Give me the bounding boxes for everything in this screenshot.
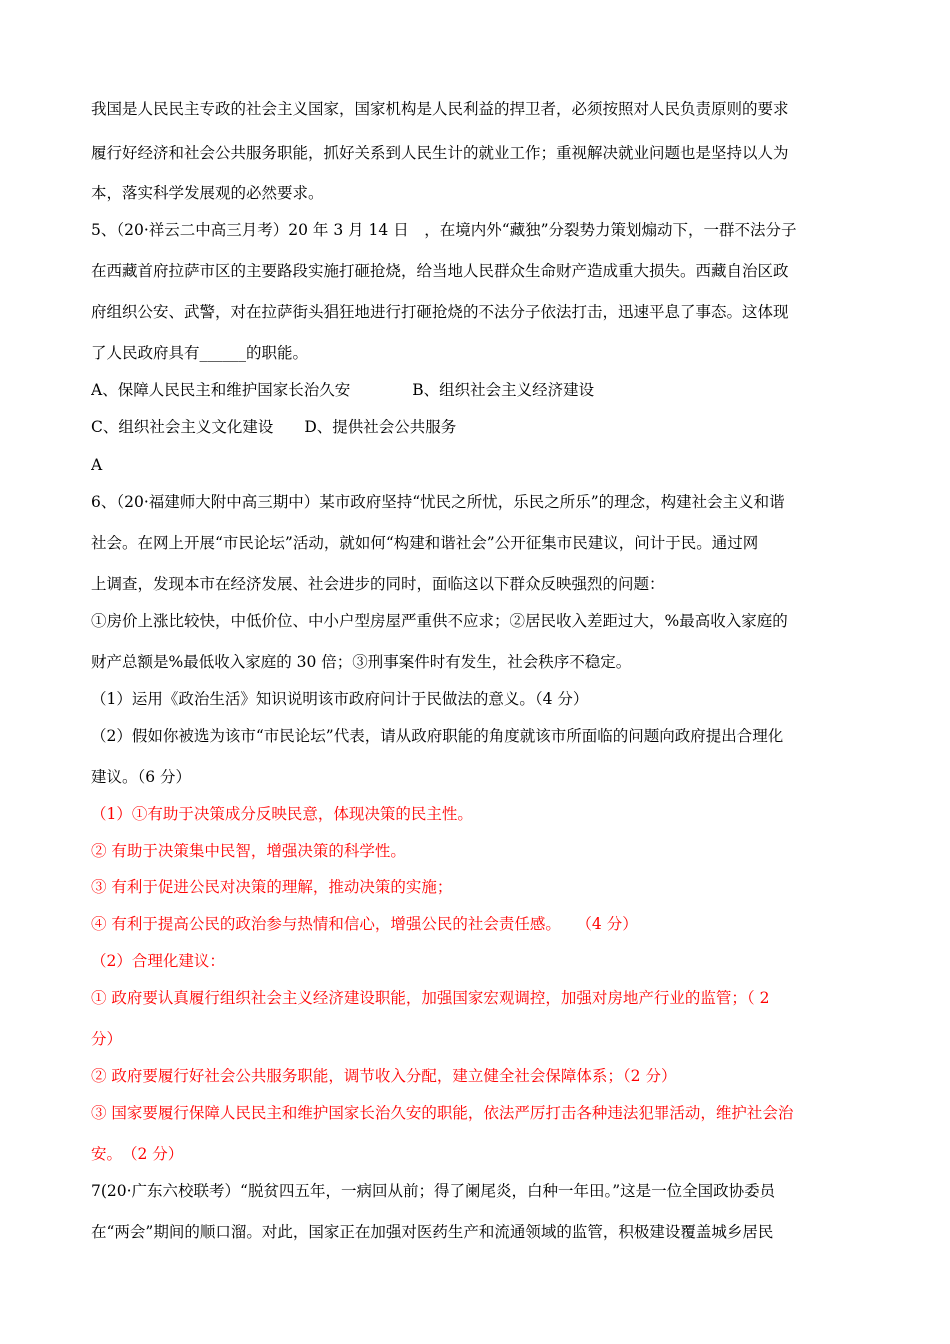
q6-answer-1-line-3: ③ 有利于促进公民对决策的理解，推动决策的实施； <box>91 878 453 896</box>
q7-line-2: 在“两会”期间的顺口溜。对此，国家正在加强对医药生产和流通领域的监管，积极建设覆盖城乡居民 <box>91 1223 774 1241</box>
q5-line-1: 5、（20·祥云二中高三月考）20 年 3 月 14 日 ，在境内外“藏独”分裂势力策划煽动下，一群不法分子 <box>91 221 797 239</box>
q6-answer-2-line-5: 安。 （2 分） <box>91 1145 184 1163</box>
q6-answer-1-line-2: ② 有助于决策集中民智，增强决策的科学性。 <box>91 842 406 860</box>
q6-line-3: 上调查，发现本市在经济发展、社会进步的同时，面临这以下群众反映强烈的问题： <box>91 575 665 593</box>
q5-line-2: 在西藏首府拉萨市区的主要路段实施打砸抢烧，给当地人民群众生命财产造成重大损失。西藏自治区政 <box>91 262 789 280</box>
q5-options-line-2: C、组织社会主义文化建设 D、提供社会公共服务 <box>91 418 457 436</box>
intro-line-3: 本，落实科学发展观的必然要求。 <box>91 184 324 202</box>
q5-answer: A <box>91 456 103 474</box>
q6-sub-question-2-line-2: 建议。（6 分） <box>91 768 192 786</box>
q6-line-5: 财产总额是%最低收入家庭的 30 倍；③刑事案件时有发生，社会秩序不稳定。 <box>91 653 632 671</box>
q6-sub-question-1: （1）运用《政治生活》知识说明该市政府问计于民做法的意义。（4 分） <box>91 690 589 708</box>
q6-answer-2-line-4: ③ 国家要履行保障人民民主和维护国家长治久安的职能，依法严厉打击各种违法犯罪活动，维护社会治 <box>91 1104 794 1122</box>
q7-line-1: 7(20·广东六校联考）“脱贫四五年，一病回从前；得了阑尾炎，白种一年田。”这是一位全国政协委员 <box>91 1182 776 1200</box>
q6-answer-2-line-3: ② 政府要履行好社会公共服务职能，调节收入分配，建立健全社会保障体系；（2 分） <box>91 1067 677 1085</box>
q5-line-3: 府组织公安、武警，对在拉萨街头猖狂地进行打砸抢烧的不法分子依法打击，迅速平息了事态。这体现 <box>91 303 789 321</box>
q6-line-1: 6、（20·福建师大附中高三期中）某市政府坚持“忧民之所忧，乐民之所乐”的理念，构建社会主义和谐 <box>91 493 785 511</box>
q6-answer-2-line-1: ① 政府要认真履行组织社会主义经济建设职能，加强国家宏观调控，加强对房地产行业的监管；（ 2 <box>91 989 770 1007</box>
q6-answer-2-line-2: 分） <box>91 1030 123 1048</box>
q6-sub-question-2-line-1: （2）假如你被选为该市“市民论坛”代表，请从政府职能的角度就该市所面临的问题向政府提出合理化 <box>91 727 784 745</box>
q6-answer-1-line-4: ④ 有利于提高公民的政治参与热情和信心，增强公民的社会责任感。 （4 分） <box>91 915 638 933</box>
q6-line-2: 社会。在网上开展“市民论坛”活动，就如何“构建和谐社会”公开征集市民建议，问计于民。通过网 <box>91 534 759 552</box>
intro-line-1: 我国是人民民主专政的社会主义国家，国家机构是人民利益的捍卫者，必须按照对人民负责原则的要求 <box>91 100 789 118</box>
q5-line-4: 了人民政府具有______的职能。 <box>91 344 309 362</box>
q6-line-4: ①房价上涨比较快，中低价位、中小户型房屋严重供不应求；②居民收入差距过大，%最高收入家庭的 <box>91 612 788 630</box>
q6-answer-2-heading: （2）合理化建议： <box>91 952 225 970</box>
intro-line-2: 履行好经济和社会公共服务职能，抓好关系到人民生计的就业工作；重视解决就业问题也是坚持以人为 <box>91 144 789 162</box>
q5-options-line-1: A、保障人民民主和维护国家长治久安 B、组织社会主义经济建设 <box>91 381 595 399</box>
q6-answer-1-line-1: （1）①有助于决策成分反映民意，体现决策的民主性。 <box>91 805 473 823</box>
